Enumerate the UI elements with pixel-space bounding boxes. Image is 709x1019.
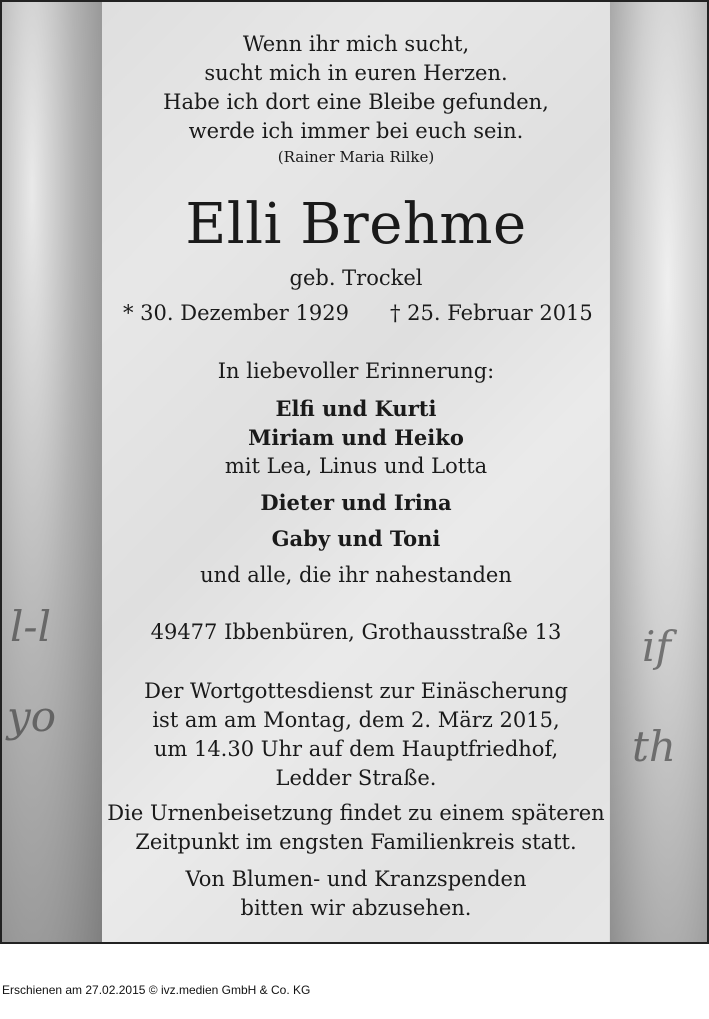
service-line: ist am am Montag, dem 2. März 2015, — [152, 708, 560, 732]
publication-credit: Erschienen am 27.02.2015 © ivz.medien GmbH & Co. KG — [2, 983, 311, 997]
service-line: Ledder Straße. — [275, 766, 437, 790]
urn-line: Die Urnenbeisetzung findet zu einem späteren — [107, 801, 605, 825]
maiden-name: geb. Trockel — [289, 266, 423, 290]
flowers-line: Von Blumen- und Kranzspenden — [185, 867, 527, 891]
mourner-line: Miriam und Heiko — [248, 425, 464, 450]
mourner-line: Gaby und Toni — [271, 526, 441, 551]
deceased-name: Elli Brehme — [185, 192, 527, 257]
mourner-line: Dieter und Irina — [260, 490, 452, 515]
verse-line: werde ich immer bei euch sein. — [188, 119, 524, 143]
verse-line: Wenn ihr mich sucht, — [242, 32, 470, 56]
verse-line: sucht mich in euren Herzen. — [204, 61, 508, 85]
death-date: † 25. Februar 2015 — [390, 301, 593, 325]
memorial-intro: In liebevoller Erinnerung: — [217, 359, 495, 383]
notice-panel — [102, 2, 610, 942]
handwriting-decoration: th — [632, 722, 676, 771]
service-line: um 14.30 Uhr auf dem Hauptfriedhof, — [153, 737, 559, 761]
background-photo-left — [2, 2, 102, 942]
handwriting-decoration: yo — [7, 692, 57, 741]
verse-author: (Rainer Maria Rilke) — [277, 148, 435, 166]
verse-line: Habe ich dort eine Bleibe gefunden, — [163, 90, 549, 114]
birth-date: * 30. Dezember 1929 — [123, 301, 349, 325]
mourner-line: Elfi und Kurti — [275, 396, 437, 421]
urn-line: Zeitpunkt im engsten Familienkreis statt. — [135, 830, 577, 854]
mourner-line: und alle, die ihr nahestanden — [200, 563, 512, 587]
handwriting-decoration: l-l — [10, 602, 52, 651]
background-photo-right — [609, 2, 707, 942]
handwriting-decoration: if — [642, 622, 671, 671]
address: 49477 Ibbenbüren, Grothausstraße 13 — [150, 620, 562, 644]
mourner-line: mit Lea, Linus und Lotta — [224, 454, 488, 478]
flowers-line: bitten wir abzusehen. — [240, 896, 472, 920]
service-line: Der Wortgottesdienst zur Einäscherung — [144, 679, 568, 703]
